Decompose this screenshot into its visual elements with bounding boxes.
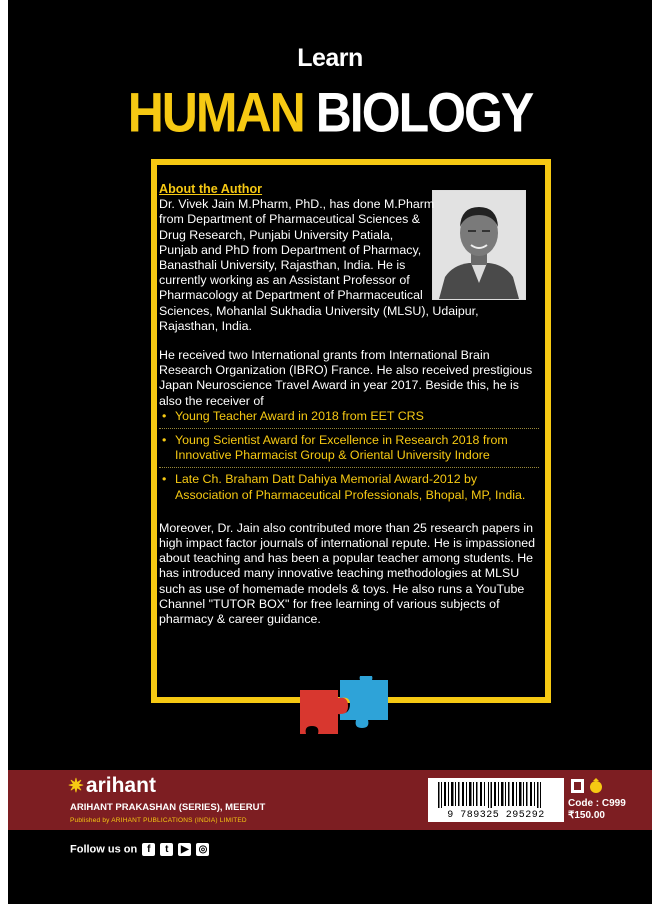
arihant-logo: ✷arihant (68, 774, 156, 797)
author-content (159, 182, 539, 627)
author-intro: Dr. Vivek Jain M.Pharm, PhD., has done M.Pharm from Department of Pharmaceutical Sciences & Drug Research, Punjabi University Patiala, Punjab and PhD from Department of Pharmacy, Banasthali University, Rajasthan, India. He is currently working as an Assistant Professor of Pharmacology at Department of Pharmaceutical Sciences, Mohanlal Sukhadia University (MLSU), Udaipur, Rajasthan, India. (159, 197, 539, 334)
publisher-band (8, 770, 652, 830)
badge-icons (571, 778, 607, 794)
awards-list (159, 409, 539, 507)
facebook-icon[interactable]: f (142, 843, 155, 856)
follow-label: Follow us on (70, 843, 138, 856)
publisher-sub: Published by ARIHANT PUBLICATIONS (INDIA) LIMITED (70, 817, 247, 824)
instagram-icon[interactable]: ◎ (196, 843, 209, 856)
about-author-heading: About the Author (159, 182, 263, 196)
author-grants: He received two International grants from International Brain Research Organization (IBRO) France. He also received prestigious Japan Neuroscience Travel Award in year 2017. Beside this, he is also the receiver of (159, 348, 533, 408)
book-back-cover (8, 0, 652, 904)
price: ₹150.00 (568, 810, 605, 821)
photo-spacer (435, 197, 539, 299)
star-icon: ✷ (68, 776, 84, 797)
price-block (568, 798, 626, 822)
award-item: • Young Scientist Award for Excellence in Research 2018 from Innovative Pharmacist Group & Oriental University Indore (159, 433, 539, 468)
award-item: • Young Teacher Award in 2018 from EET CRS (159, 409, 539, 429)
twitter-icon[interactable]: t (160, 843, 173, 856)
barcode-number: 9 789325 295292 (447, 810, 545, 821)
badges (571, 778, 607, 799)
author-closing: Moreover, Dr. Jain also contributed more than 25 research papers in high impact factor journals of international repute. He is impassioned about teaching and has been a popular teacher among students. He has introduced many innovative teaching methodologies at MLSU such as use of homemade models & toys. He also runs a YouTube Channel "TUTOR BOX" for free learning of various subjects of pharmacy & career guidance. (159, 520, 536, 627)
title-biology: BIOLOGY (315, 81, 533, 144)
follow-us (70, 843, 209, 856)
barcode-icon (428, 778, 564, 810)
barcode (428, 778, 564, 822)
product-code: Code : C999 (568, 798, 626, 809)
learn-label: Learn (297, 44, 363, 72)
title-human: HUMAN (127, 81, 304, 144)
puzzle-icon (298, 676, 390, 736)
award-item: • Late Ch. Braham Datt Dahiya Memorial Award-2012 by Association of Pharmaceutical Professionals, Bhopal, MP, India. (159, 472, 539, 506)
book-title (8, 80, 652, 145)
publisher-name: ARIHANT PRAKASHAN (SERIES), MEERUT (70, 802, 266, 813)
youtube-icon[interactable]: ▶ (178, 843, 191, 856)
